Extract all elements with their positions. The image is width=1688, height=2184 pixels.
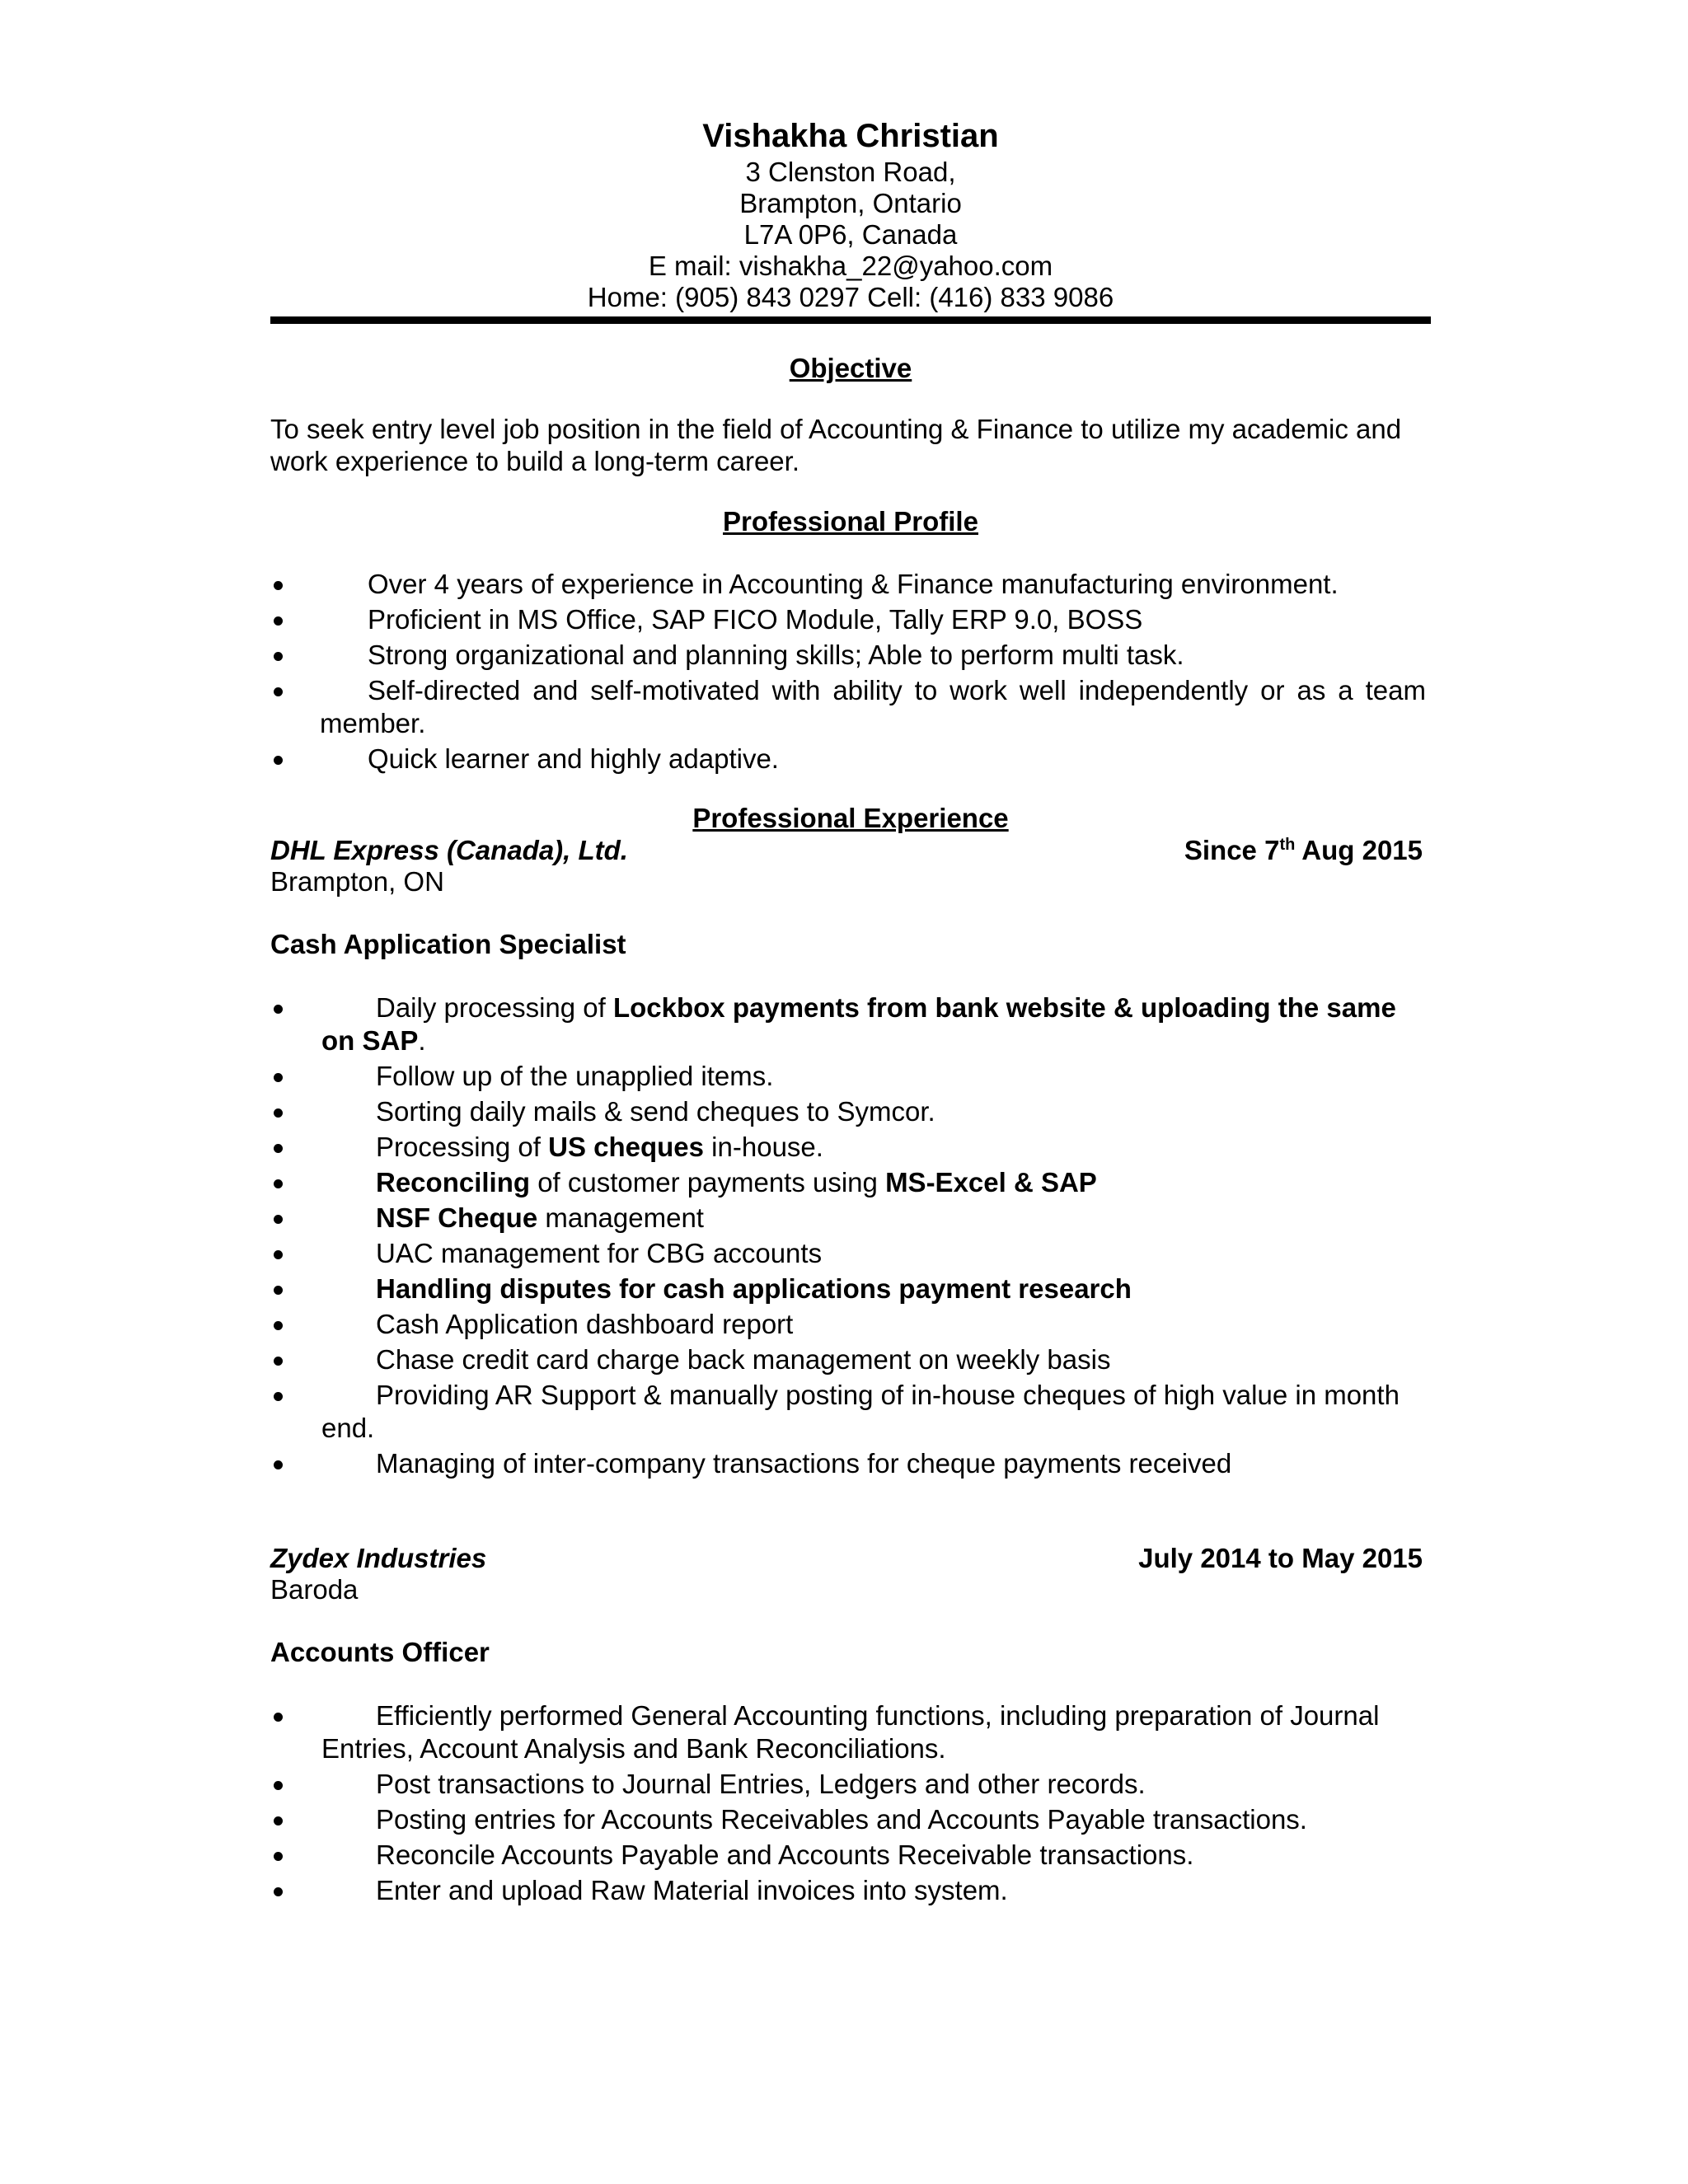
list-item: UAC management for CBG accounts [376,1238,823,1268]
list-item: Follow up of the unapplied items. [376,1061,774,1091]
list-item: NSF Cheque management [376,1202,704,1233]
address-line-2: Brampton, Ontario [739,188,962,218]
list-item: Quick learner and highly adaptive. [368,743,779,774]
list-item: Reconciling of customer payments using MS-Excel & SAP [376,1167,1097,1197]
job-location: Baroda [270,1574,359,1605]
list-item: Strong organizational and planning skills; Able to perform multi task. [368,640,1184,670]
list-item: Daily processing of Lockbox payments from bank website & uploading the same on SAP. [321,992,1396,1056]
experience-title: Professional Experience [692,803,1009,833]
job-dates: July 2014 to May 2015 [1138,1543,1423,1573]
list-item: Providing AR Support & manually posting of in-house cheques of high value in month end. [321,1380,1400,1443]
list-item: Processing of US cheques in-house. [376,1132,823,1162]
phone-line: Home: (905) 843 0297 Cell: (416) 833 9086 [587,282,1114,312]
list-item: Posting entries for Accounts Receivables and Accounts Payable transactions. [376,1804,1307,1835]
company-name: DHL Express (Canada), Ltd. [270,835,628,865]
job-role: Accounts Officer [270,1637,490,1667]
list-item: Over 4 years of experience in Accounting & Finance manufacturing environment. [368,569,1339,599]
job-header-zydex [270,1543,1431,1574]
list-item: Proficient in MS Office, SAP FICO Module, Tally ERP 9.0, BOSS [368,604,1143,635]
candidate-name: Vishakha Christian [702,118,999,154]
company-name: Zydex Industries [270,1543,487,1573]
profile-title: Professional Profile [723,506,978,537]
list-item: Managing of inter-company transactions for cheque payments received [376,1448,1232,1479]
list-item: Handling disputes for cash applications payment research [376,1273,1132,1304]
list-item: Sorting daily mails & send cheques to Symcor. [376,1096,935,1127]
email-line: E mail: vishakha_22@yahoo.com [648,251,1053,281]
resume-page [270,115,1431,1910]
duties-list-dhl [270,991,1424,1480]
job-dates: Since 7th Aug 2015 [1184,835,1423,865]
list-item: Post transactions to Journal Entries, Ledgers and other records. [376,1769,1146,1799]
list-item: Enter and upload Raw Material invoices into system. [376,1875,1008,1905]
job-role: Cash Application Specialist [270,929,626,959]
header-divider [270,316,1431,324]
list-item: Cash Application dashboard report [376,1309,794,1339]
objective-text: To seek entry level job position in the field of Accounting & Finance to utilize my academic and work experience to build a long-term career. [270,414,1402,476]
address-line-1: 3 Clenston Road, [745,157,956,187]
list-item: Self-directed and self-motivated with ability to work well independently or as a team member. [320,675,1426,738]
duties-list-zydex [270,1699,1424,1907]
job-header-dhl [270,835,1431,866]
list-item: Efficiently performed General Accounting functions, including preparation of Journal Entries, Account Analysis and Bank Reconciliations. [321,1700,1380,1764]
resume-header [270,115,1431,313]
objective-title: Objective [789,353,912,383]
profile-list [270,568,1426,776]
list-item: Reconcile Accounts Payable and Accounts Receivable transactions. [376,1840,1194,1870]
list-item: Chase credit card charge back management on weekly basis [376,1344,1111,1375]
address-line-3: L7A 0P6, Canada [743,219,958,250]
job-location: Brampton, ON [270,866,444,897]
